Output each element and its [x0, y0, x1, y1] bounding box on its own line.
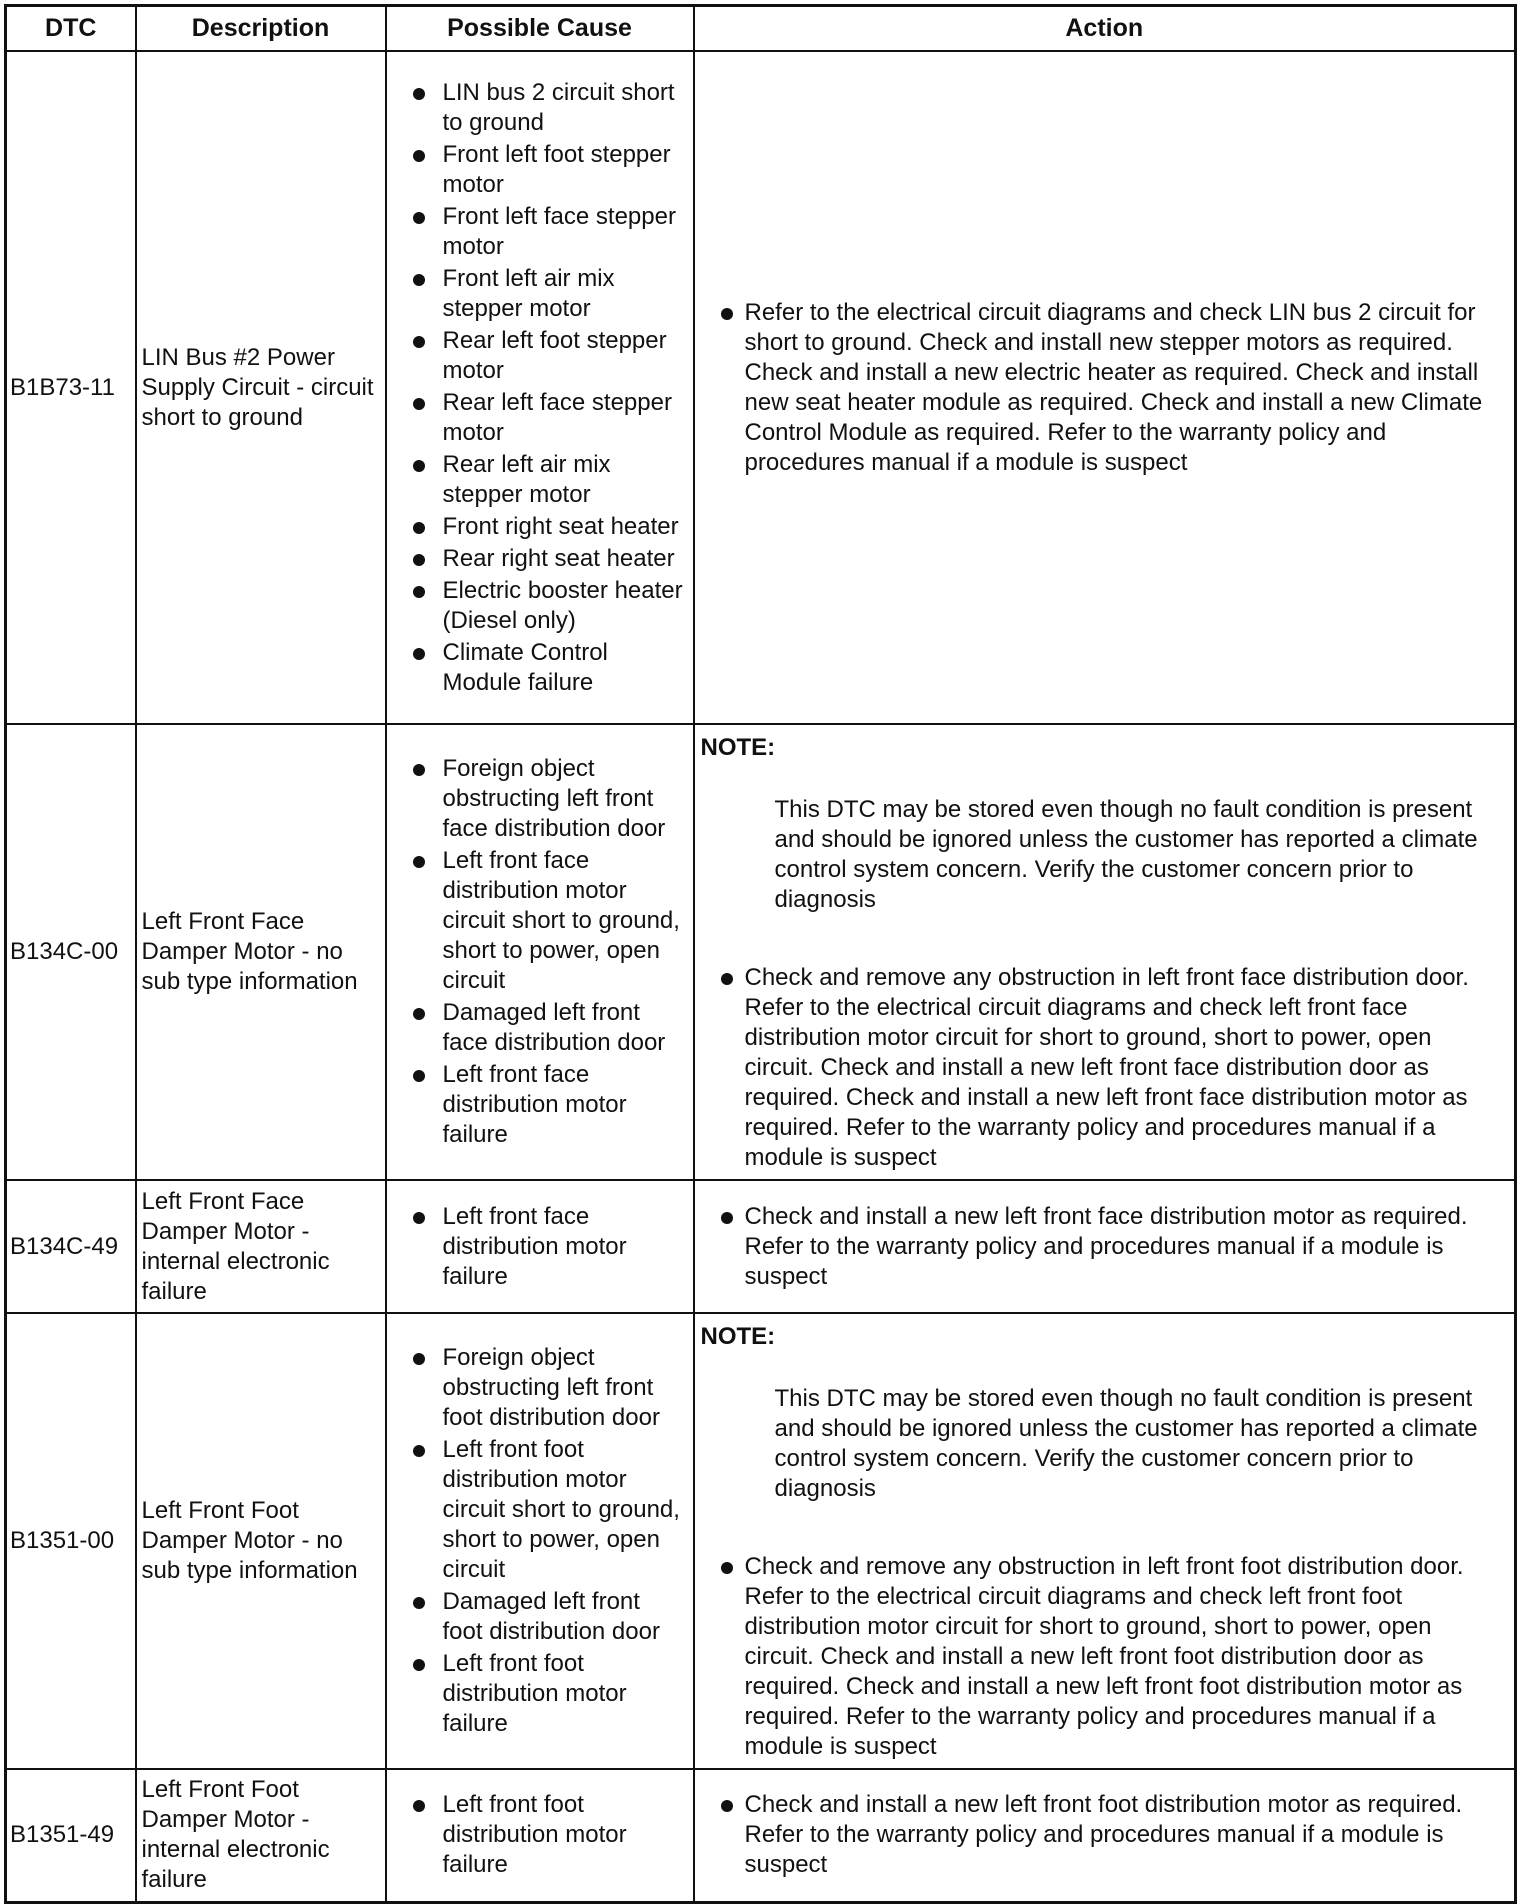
cause-text: Front left air mix stepper motor	[442, 264, 615, 322]
cause-text: Left front foot distribution motor failure	[442, 1791, 627, 1879]
bullet-icon	[413, 586, 425, 598]
header-description: Description	[136, 6, 386, 52]
dtc-code: B1B73-11	[6, 51, 136, 724]
dtc-description: LIN Bus #2 Power Supply Circuit - circuit short to ground	[136, 51, 386, 724]
bullet-icon	[413, 1008, 425, 1020]
bullet-icon	[721, 1212, 733, 1224]
dtc-table	[4, 4, 1517, 1904]
bullet-icon	[413, 522, 425, 534]
bullet-icon	[721, 1800, 733, 1812]
cause-text: Damaged left front foot distribution door	[442, 1588, 660, 1645]
dtc-description: Left Front Face Damper Motor - no sub type information	[136, 724, 386, 1180]
cause-item	[409, 1649, 687, 1739]
cause-item	[409, 544, 687, 574]
bullet-icon	[413, 212, 425, 224]
cause-item	[409, 450, 687, 510]
cause-text: Left front foot distribution motor failure	[442, 1650, 627, 1737]
cause-text: Left front face distribution motor failure	[442, 1061, 627, 1148]
table-row	[6, 724, 1516, 1180]
cause-text: Rear left face stepper motor	[442, 388, 672, 446]
bullet-icon	[721, 973, 733, 985]
note-label: NOTE:	[700, 734, 776, 761]
action-cell	[694, 724, 1516, 1180]
bullet-icon	[721, 1562, 733, 1574]
cause-item	[409, 846, 687, 996]
cause-item	[409, 576, 687, 636]
bullet-icon	[413, 554, 425, 566]
dtc-code: B1351-00	[6, 1313, 136, 1769]
cause-item	[409, 1343, 687, 1433]
action-item	[701, 298, 1505, 478]
possible-cause-cell	[386, 51, 694, 724]
bullet-icon	[413, 1659, 425, 1671]
bullet-icon	[413, 764, 425, 776]
cause-item	[409, 638, 687, 698]
table-row	[6, 1769, 1516, 1902]
table-row	[6, 1180, 1516, 1313]
cause-text: Rear left foot stepper motor	[442, 326, 667, 384]
action-text: Check and remove any obstruction in left front face distribution door. Refer to the electrical circuit diagrams and check left front face distribution motor circuit for short to ground, short to power, open circuit. Check and install a new left front face distribution door as required. Check and install a new left front face distribution motor as required. Refer to the warranty policy and procedures manual if a module is suspect	[744, 964, 1469, 1171]
cause-text: Rear left air mix stepper motor	[442, 450, 611, 508]
possible-cause-cell	[386, 1769, 694, 1902]
cause-text: Foreign object obstructing left front foot distribution door	[442, 1344, 660, 1431]
possible-cause-cell	[386, 1313, 694, 1769]
cause-text: Left front face distribution motor circuit short to ground, short to power, open circuit	[442, 847, 680, 994]
cause-item	[409, 998, 687, 1058]
bullet-icon	[413, 1070, 425, 1082]
bullet-icon	[413, 1212, 425, 1224]
bullet-icon	[413, 150, 425, 162]
bullet-icon	[413, 856, 425, 868]
action-item	[701, 1552, 1505, 1762]
dtc-document	[4, 4, 1514, 1904]
action-cell	[694, 1180, 1516, 1313]
bullet-icon	[413, 648, 425, 660]
cause-text: Electric booster heater (Diesel only)	[442, 576, 683, 634]
dtc-code: B134C-00	[6, 724, 136, 1180]
header-action: Action	[694, 6, 1516, 52]
header-dtc: DTC	[6, 6, 136, 52]
cause-item	[409, 388, 687, 448]
cause-item	[409, 1435, 687, 1585]
dtc-code: B134C-49	[6, 1180, 136, 1313]
cause-item	[409, 754, 687, 844]
cause-text: Front left foot stepper motor	[442, 140, 671, 198]
note-label: NOTE:	[700, 1323, 776, 1350]
action-text: Check and install a new left front face distribution motor as required. Refer to the warranty policy and procedures manual if a module is suspect	[744, 1202, 1468, 1290]
bullet-icon	[413, 88, 425, 100]
action-cell	[694, 1769, 1516, 1902]
cause-item	[409, 512, 687, 542]
note-text: This DTC may be stored even though no fault condition is present and should be ignored unless the customer has reported a climate control system concern. Verify the customer concern prior to diagnosis	[774, 796, 1478, 913]
cause-text: Rear right seat heater	[442, 544, 675, 572]
cause-text: Damaged left front face distribution door	[442, 999, 666, 1056]
cause-text: Left front foot distribution motor circuit short to ground, short to power, open circuit	[442, 1436, 680, 1583]
action-text: Check and install a new left front foot distribution motor as required. Refer to the warranty policy and procedures manual if a module is suspect	[744, 1791, 1463, 1879]
dtc-description: Left Front Foot Damper Motor - no sub type information	[136, 1313, 386, 1769]
bullet-icon	[413, 460, 425, 472]
table-row	[6, 1313, 1516, 1769]
bullet-icon	[413, 1445, 425, 1457]
dtc-description: Left Front Face Damper Motor - internal electronic failure	[136, 1180, 386, 1313]
cause-item	[409, 1587, 687, 1647]
cause-item	[409, 1060, 687, 1150]
cause-text: Climate Control Module failure	[442, 638, 608, 696]
bullet-icon	[413, 1353, 425, 1365]
table-row	[6, 51, 1516, 724]
dtc-description: Left Front Foot Damper Motor - internal electronic failure	[136, 1769, 386, 1902]
bullet-icon	[721, 308, 733, 320]
cause-item	[409, 140, 687, 200]
dtc-code: B1351-49	[6, 1769, 136, 1902]
bullet-icon	[413, 1597, 425, 1609]
bullet-icon	[413, 398, 425, 410]
action-item	[701, 963, 1505, 1173]
action-text: Check and remove any obstruction in left front foot distribution door. Refer to the electrical circuit diagrams and check left front foot distribution motor circuit for short to ground, short to power, open circuit. Check and install a new left front foot distribution door as required. Check and install a new left front foot distribution motor as required. Refer to the warranty policy and procedures manual if a module is suspect	[744, 1553, 1464, 1760]
cause-item	[409, 78, 687, 138]
cause-text: Front left face stepper motor	[442, 202, 676, 260]
cause-item	[409, 1790, 687, 1880]
cause-text: Foreign object obstructing left front face distribution door	[442, 755, 666, 842]
bullet-icon	[413, 336, 425, 348]
cause-text: Front right seat heater	[442, 512, 679, 540]
bullet-icon	[413, 274, 425, 286]
action-cell	[694, 1313, 1516, 1769]
header-row	[6, 6, 1516, 52]
possible-cause-cell	[386, 724, 694, 1180]
action-item	[701, 1202, 1505, 1292]
action-cell	[694, 51, 1516, 724]
possible-cause-cell	[386, 1180, 694, 1313]
cause-item	[409, 326, 687, 386]
cause-item	[409, 264, 687, 324]
bullet-icon	[413, 1800, 425, 1812]
cause-item	[409, 202, 687, 262]
action-item	[701, 1790, 1505, 1880]
header-possible-cause: Possible Cause	[386, 6, 694, 52]
cause-text: LIN bus 2 circuit short to ground	[442, 78, 675, 136]
note-text: This DTC may be stored even though no fault condition is present and should be ignored unless the customer has reported a climate control system concern. Verify the customer concern prior to diagnosis	[774, 1385, 1478, 1502]
cause-item	[409, 1202, 687, 1292]
action-text: Refer to the electrical circuit diagrams and check LIN bus 2 circuit for short to ground. Check and install new stepper motors as required. Check and install a new electric heater as required. Check and install new seat heater module as required. Check and install a new Climate Control Module as required. Refer to the warranty policy and procedures manual if a module is suspect	[744, 298, 1483, 476]
cause-text: Left front face distribution motor failure	[442, 1202, 627, 1290]
